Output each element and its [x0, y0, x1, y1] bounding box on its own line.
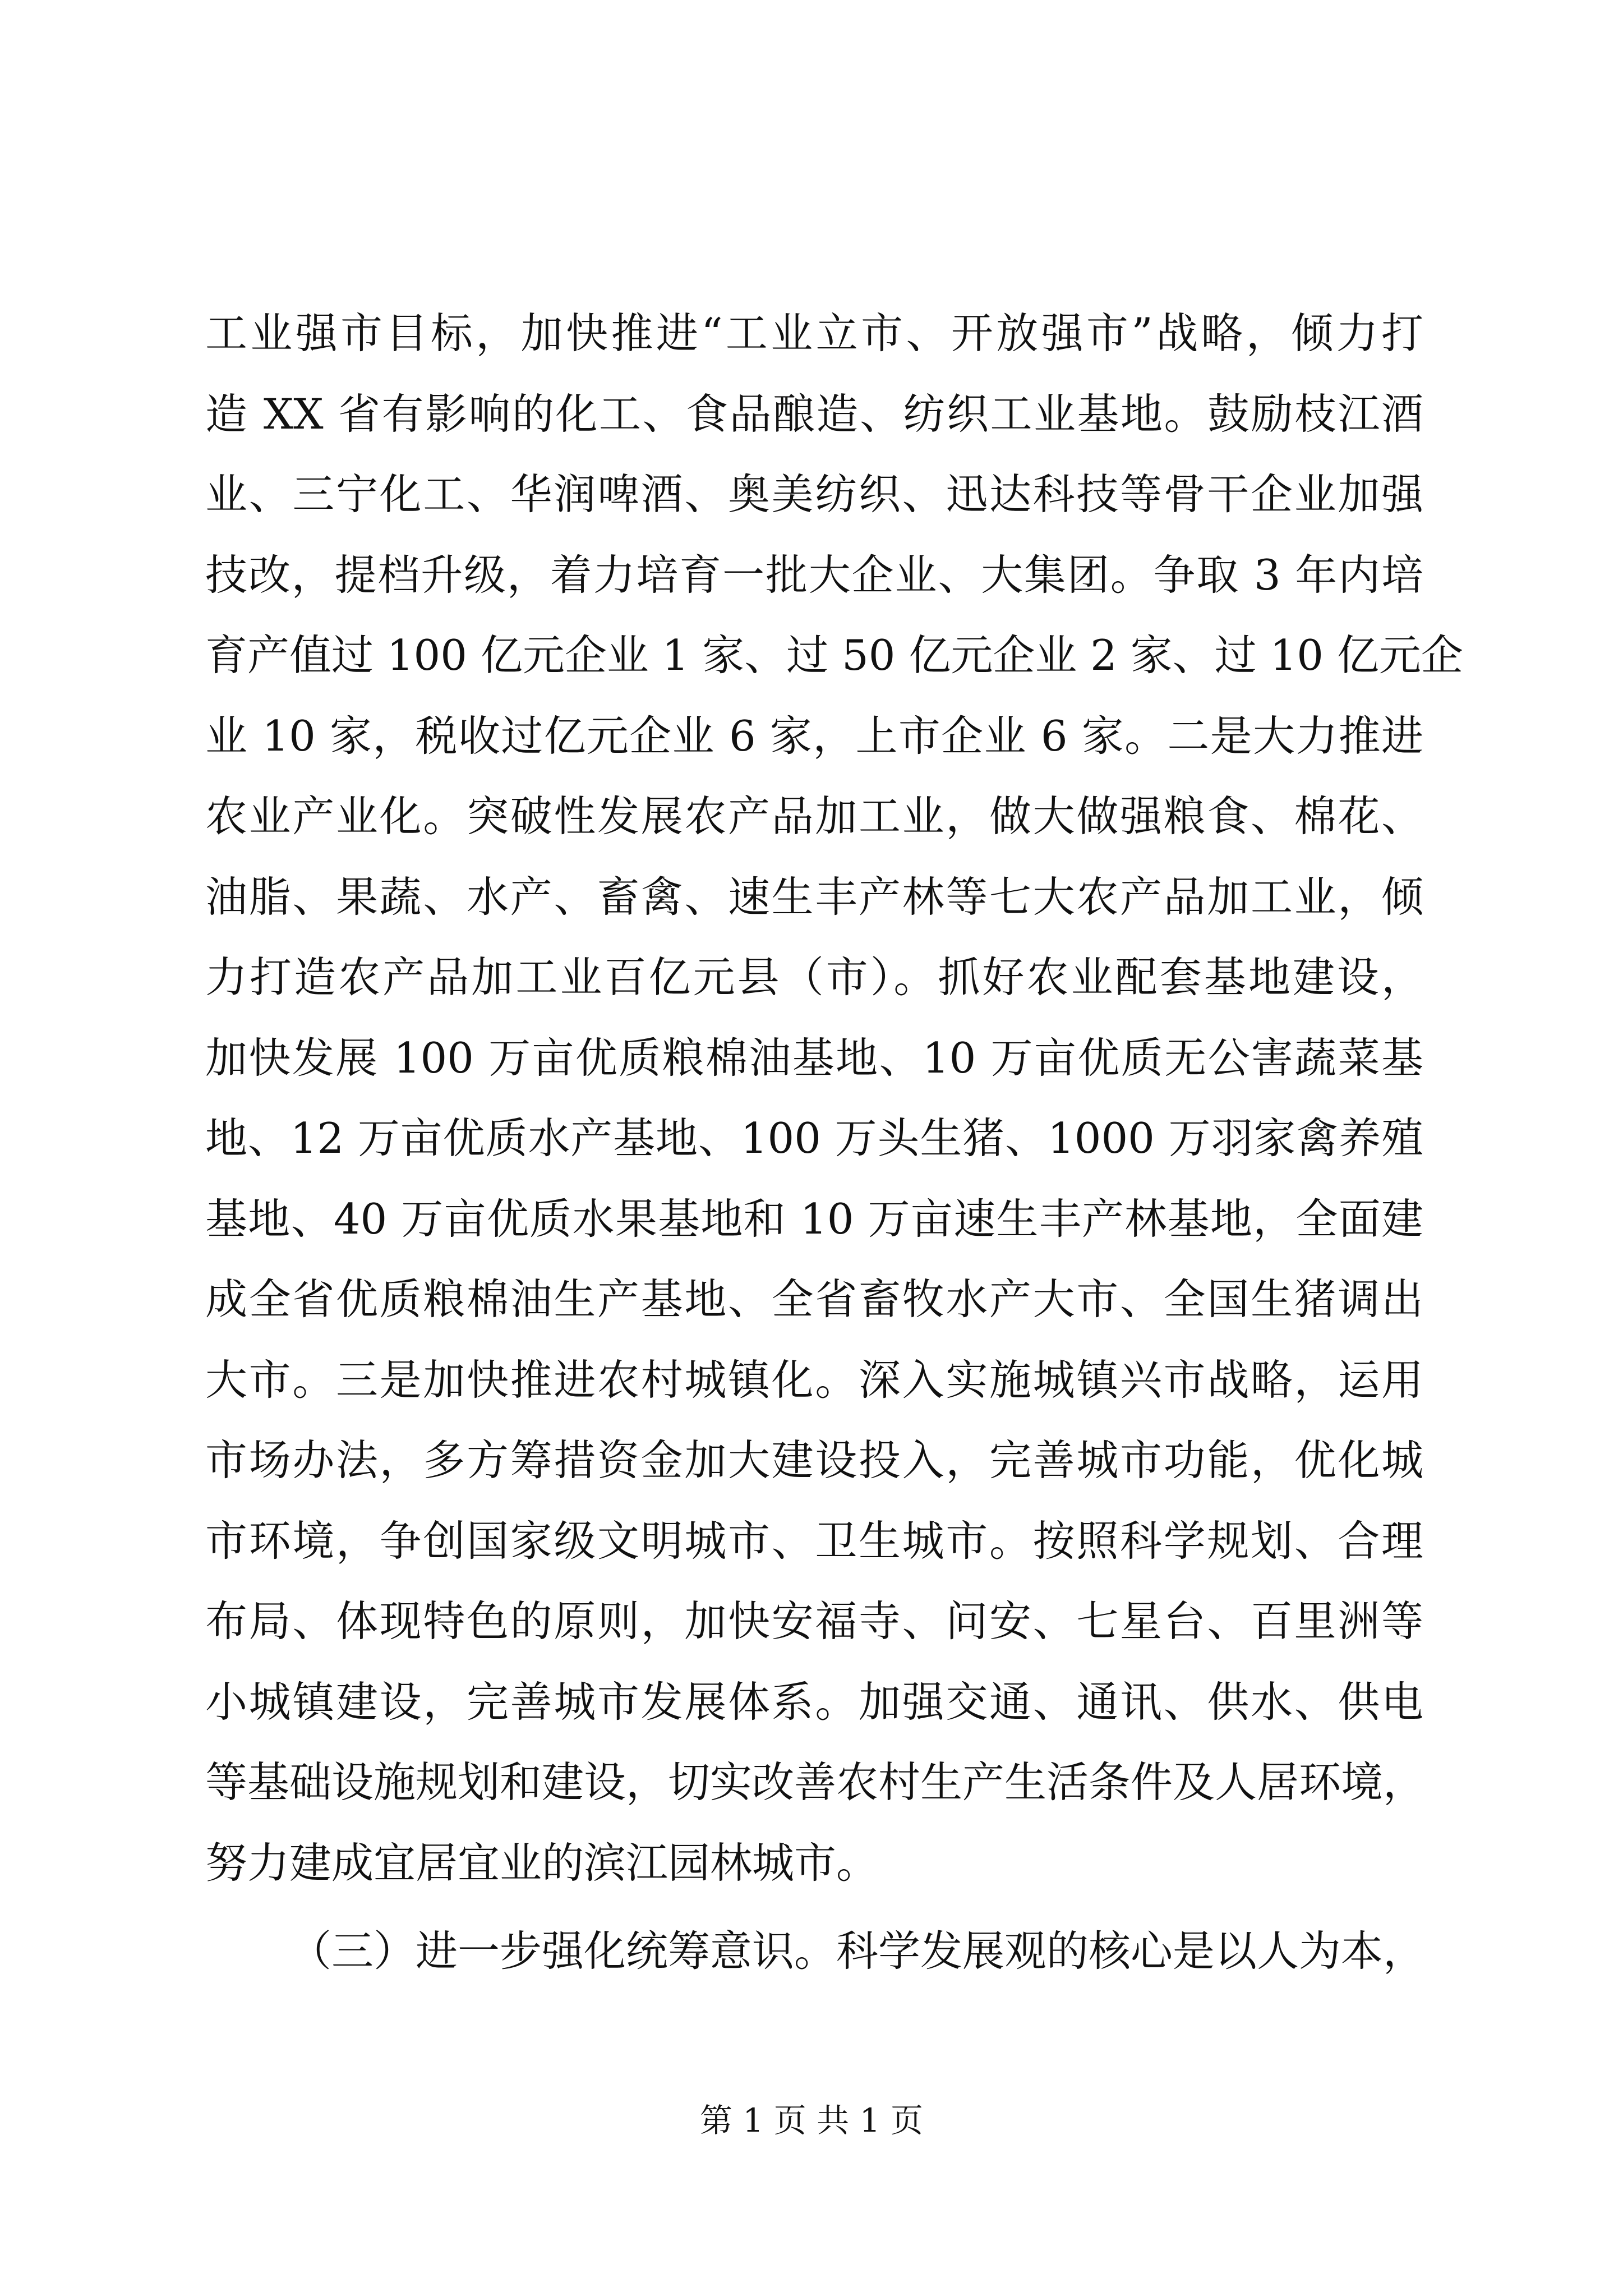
text-line: 基地、40 万亩优质水果基地和 10 万亩速生丰产林基地，全面建 — [205, 1194, 1423, 1244]
text-line: 成全省优质粮棉油生产基地、全省畜牧水产大市、全国生猪调出 — [205, 1274, 1423, 1324]
text-line: 技改，提档升级，着力培育一批大企业、大集团。争取 3 年内培 — [205, 550, 1423, 600]
text-line: 加快发展 100 万亩优质粮棉油基地、10 万亩优质无公害蔬菜基 — [205, 1033, 1423, 1083]
text-line: 工业强市目标，加快推进“工业立市、开放强市”战略，倾力打 — [205, 309, 1423, 358]
text-line: 业 10 家，税收过亿元企业 6 家，上市企业 6 家。二是大力推进 — [205, 711, 1423, 761]
text-line: 造 XX 省有影响的化工、食品酿造、纺织工业基地。鼓励枝江酒 — [205, 389, 1423, 439]
text-line: 农业产业化。突破性发展农产品加工业，做大做强粮食、棉花、 — [205, 792, 1423, 841]
text-line: 地、12 万亩优质水产基地、100 万头生猪、1000 万羽家禽养殖 — [205, 1114, 1423, 1163]
text-line: 油脂、果蔬、水产、畜禽、速生丰产林等七大农产品加工业，倾 — [205, 872, 1423, 922]
section-heading-line: （三）进一步强化统筹意识。科学发展观的核心是以人为本， — [289, 1926, 1426, 1976]
text-line: 大市。三是加快推进农村城镇化。深入实施城镇兴市战略，运用 — [205, 1355, 1423, 1405]
text-line: 力打造农产品加工业百亿元县（市）。抓好农业配套基地建设， — [205, 953, 1423, 1002]
text-line: 市场办法，多方筹措资金加大建设投入，完善城市功能，优化城 — [205, 1435, 1423, 1485]
text-line: 业、三宁化工、华润啤酒、奥美纺织、迅达科技等骨干企业加强 — [205, 470, 1423, 519]
text-line: 育产值过 100 亿元企业 1 家、过 50 亿元企业 2 家、过 10 亿元企 — [205, 631, 1463, 680]
text-line: 布局、体现特色的原则，加快安福寺、问安、七星台、百里洲等 — [205, 1596, 1423, 1646]
text-line: 小城镇建设，完善城市发展体系。加强交通、通讯、供水、供电 — [205, 1677, 1423, 1727]
document-body — [205, 293, 1463, 1992]
page-number-footer: 第 1 页 共 1 页 — [700, 2101, 923, 2139]
text-line: 等基础设施规划和建设，切实改善农村生产生活条件及人居环境， — [205, 1757, 1426, 1807]
text-line: 市环境，争创国家级文明城市、卫生城市。按照科学规划、合理 — [205, 1516, 1423, 1566]
text-line: 努力建成宜居宜业的滨江园林城市。 — [205, 1838, 879, 1888]
